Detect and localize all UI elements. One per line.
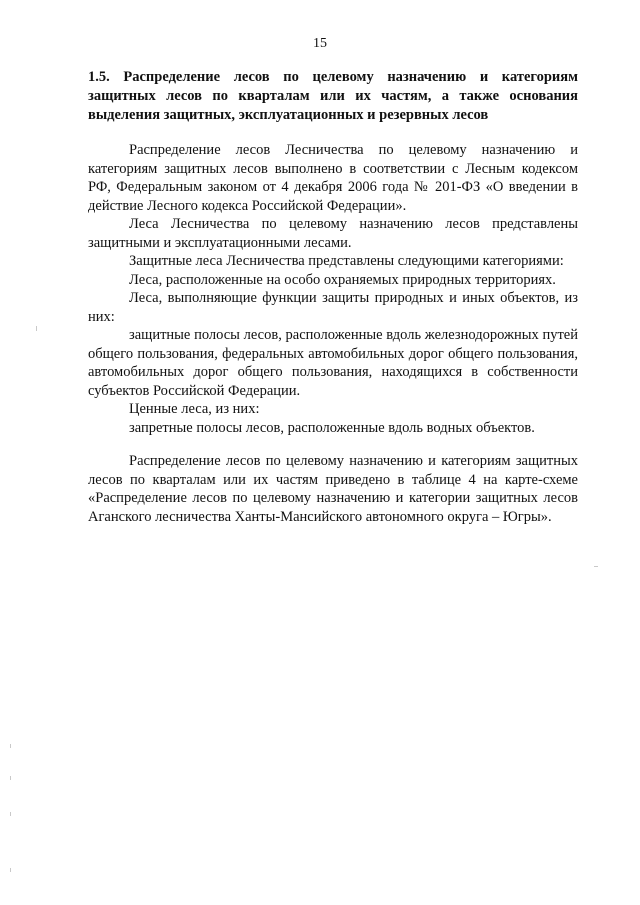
closing-text-block bbox=[88, 452, 578, 526]
paragraph-restricted-strips: запретные полосы лесов, расположенные вдоль водных объектов. bbox=[129, 419, 535, 436]
scan-speck bbox=[10, 776, 11, 780]
paragraph-valuable-forests: Ценные леса, из них: bbox=[129, 401, 260, 417]
paragraph-protection-functions: Леса, выполняющие функции защиты природных и иных объектов, из них: bbox=[88, 290, 578, 325]
paragraph-distribution-basis: Распределение лесов Лесничества по целевому назначению и категориям защитных лесов выполнено в соответствии с Лесным кодексом РФ, Федеральным законом от 4 декабря 2006 года № 201-ФЗ «О введении в действие Лесного кодекса Российской Федерации». bbox=[88, 142, 578, 214]
paragraph-distribution-table-reference: Распределение лесов по целевому назначению и категориям защитных лесов по кварталам или их частям приведено в таблице 4 на карте-схеме «Распределение лесов по целевому назначению и категории защитных лесов Аганского лесничества Ханты-Мансийского автономного округа – Югры». bbox=[88, 453, 578, 525]
scan-speck bbox=[594, 566, 598, 567]
paragraph-protective-categories: Защитные леса Лесничества представлены следующими категориями: bbox=[129, 253, 564, 269]
paragraph-protected-territories: Леса, расположенные на особо охраняемых природных территориях. bbox=[129, 271, 556, 288]
scan-speck bbox=[10, 744, 11, 748]
paragraph-purpose-types: Леса Лесничества по целевому назначению лесов представлены защитными и эксплуатационными лесами. bbox=[88, 216, 578, 251]
scan-speck bbox=[10, 868, 11, 872]
body-text-block bbox=[88, 141, 578, 437]
section-heading: 1.5. Распределение лесов по целевому назначению и категориям защитных лесов по кварталам или их частям, а также основания выделения защитных, эксплуатационных и резервных лесов bbox=[88, 69, 578, 123]
scan-speck bbox=[36, 326, 37, 331]
page-number: 15 bbox=[313, 36, 327, 51]
paragraph-protective-strips: защитные полосы лесов, расположенные вдоль железнодорожных путей общего пользования, федеральных автомобильных дорог общего пользования, автомобильных дорог общего пользования, находящихся в собственности субъектов Российской Федерации. bbox=[88, 327, 578, 399]
scan-speck bbox=[10, 812, 11, 816]
